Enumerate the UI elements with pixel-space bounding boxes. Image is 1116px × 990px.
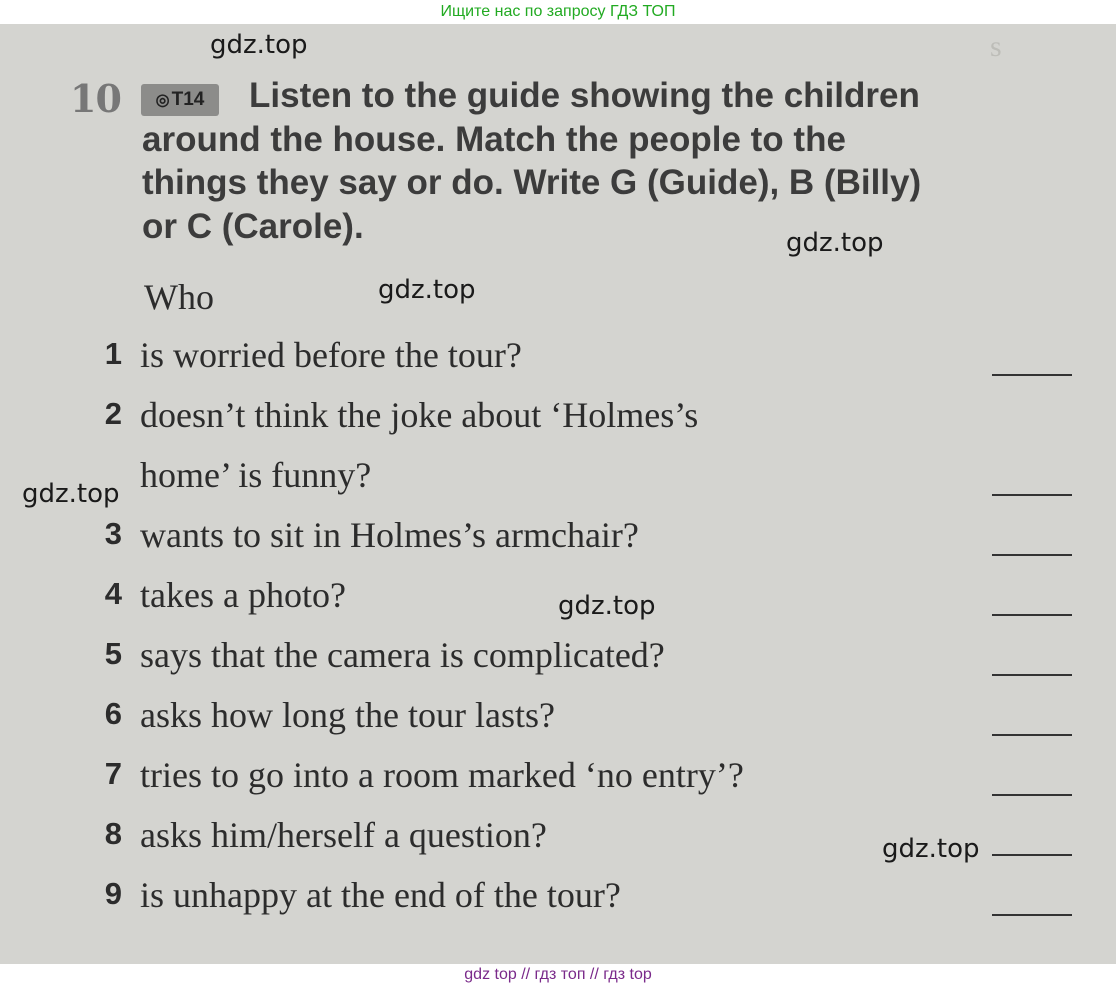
question-number: 5 bbox=[104, 636, 122, 671]
watermark: gdz.top bbox=[558, 591, 656, 621]
textbook-page bbox=[0, 24, 1116, 964]
question-text: wants to sit in Holmes’s armchair? bbox=[140, 515, 639, 555]
question-number: 6 bbox=[104, 696, 122, 731]
question-text: tries to go into a room marked ‘no entry’? bbox=[140, 755, 744, 795]
question-text: asks how long the tour lasts? bbox=[140, 695, 555, 735]
instruction-line: Listen to the guide showing the children bbox=[249, 76, 920, 115]
watermark: gdz.top bbox=[210, 30, 308, 60]
watermark: gdz.top bbox=[378, 275, 476, 305]
instruction-line: around the house. Match the people to the bbox=[142, 119, 846, 159]
question-number: 8 bbox=[104, 816, 122, 851]
answer-blank[interactable] bbox=[992, 494, 1072, 496]
track-label: T14 bbox=[171, 89, 205, 110]
question-text: is worried before the tour? bbox=[140, 335, 522, 375]
answer-blank[interactable] bbox=[992, 734, 1072, 736]
watermark: gdz.top bbox=[786, 228, 884, 258]
answer-blank[interactable] bbox=[992, 854, 1072, 856]
answer-blank[interactable] bbox=[992, 794, 1072, 796]
question-text-continued: home’ is funny? bbox=[140, 455, 372, 495]
audio-disc-icon: ◎ bbox=[155, 92, 170, 109]
question-number: 4 bbox=[104, 576, 122, 611]
question-text: takes a photo? bbox=[140, 575, 346, 615]
exercise-number: 10 bbox=[70, 76, 121, 121]
answer-blank[interactable] bbox=[992, 914, 1072, 916]
instruction-line: or C (Carole). bbox=[142, 206, 364, 246]
answer-blank[interactable] bbox=[992, 374, 1072, 376]
question-text: doesn’t think the joke about ‘Holmes’s bbox=[140, 395, 699, 435]
watermark: gdz.top bbox=[882, 834, 980, 864]
top-banner: Ищите нас по запросу ГДЗ ТОП bbox=[440, 3, 676, 20]
answer-blank[interactable] bbox=[992, 674, 1072, 676]
question-text: asks him/herself a question? bbox=[140, 815, 547, 855]
instructions bbox=[142, 74, 1072, 248]
question-number: 2 bbox=[104, 396, 122, 431]
question-number: 7 bbox=[104, 756, 122, 791]
question-text: says that the camera is complicated? bbox=[140, 635, 665, 675]
question-number: 1 bbox=[104, 336, 122, 371]
question-number: 9 bbox=[104, 876, 122, 911]
show-through-text: s bbox=[990, 30, 1002, 63]
instruction-line: things they say or do. Write G (Guide), B (Billy) bbox=[142, 163, 922, 202]
answer-blank[interactable] bbox=[992, 554, 1072, 556]
question-number: 3 bbox=[104, 516, 122, 551]
question-text: is unhappy at the end of the tour? bbox=[140, 875, 621, 915]
watermark: gdz.top bbox=[22, 479, 120, 509]
lead-word: Who bbox=[144, 277, 214, 317]
answer-blank[interactable] bbox=[992, 614, 1072, 616]
bottom-banner: gdz top // гдз топ // гдз top bbox=[464, 966, 652, 983]
